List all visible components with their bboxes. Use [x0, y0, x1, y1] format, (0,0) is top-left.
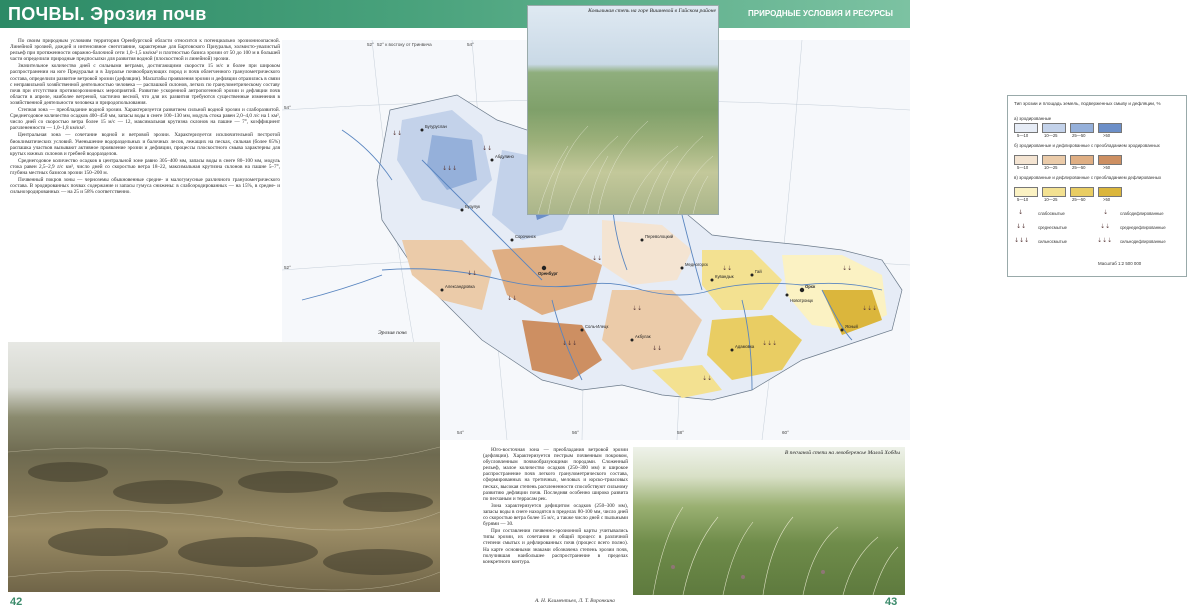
- photo-sandy-steppe: [633, 447, 905, 595]
- secondary-text-column: [483, 447, 628, 597]
- grass-strokes: [633, 447, 905, 595]
- paragraph: Зона характеризуется дефицитом осадков (250–300 мм), запасы воды в снеге находятся в пределах 80-100 мм, число дней со скоростью ветра более 15 м/с, а также число дней с пыльными бурями — 30.: [483, 502, 628, 528]
- coord-bottom: 54°: [457, 430, 464, 435]
- legend-swatch: [1070, 123, 1094, 133]
- city-label: Соль-Илецк: [585, 324, 609, 329]
- paragraph: Центральная зона — сочетание водной и ветровой эрозии. Характеризуется исключительной пестротой биоклиматических условий. Уменьшение водораздельных и балочных лесов, лежащих на песках, сильная (более 65%) распашка участков вызывают активное проявление эрозии и дефляции, процессы плоскостного смыва характерны для крутых южных склонов и гребней водоразделов.: [10, 132, 280, 157]
- range-label: 25—50: [1072, 165, 1086, 170]
- coord-left: 52°: [284, 265, 291, 270]
- city-label: Александровка: [445, 284, 475, 289]
- symbol-glyph: ↓: [1018, 209, 1024, 216]
- city-label: Сорочинск: [515, 234, 536, 239]
- erosion-texture: [8, 342, 440, 592]
- page-number-left: 42: [10, 596, 23, 608]
- map-legend: [1007, 95, 1187, 277]
- photo-caption: Ковыльная степь на горе Вишневой в Гайском районе: [588, 8, 716, 14]
- svg-text:↓↓: ↓↓: [482, 145, 493, 152]
- svg-text:↓↓: ↓↓: [467, 270, 478, 277]
- symbol-label: сильносмытые: [1038, 239, 1067, 244]
- range-label: 25—50: [1072, 133, 1086, 138]
- coord-bottom: 60°: [782, 430, 789, 435]
- coord-bottom: 56°: [572, 430, 579, 435]
- symbol-label: сильнодефлированные: [1120, 239, 1166, 244]
- city-label: Орск: [805, 284, 816, 289]
- map-scale: Масштаб 1:2 500 000: [1098, 261, 1142, 266]
- city-label: Кувандык: [715, 274, 734, 279]
- range-label: 10—25: [1044, 197, 1058, 202]
- legend-swatch: [1042, 155, 1066, 165]
- photo-caption: Эрозия почв: [378, 330, 407, 336]
- paragraph: Среднегодовое количество осадков в центральной зоне равно 305–400 мм, запасы воды в снеге 80–100 мм, модуль стока равен 2,5–2,9 л/с км², число дней со скоростью ветра 18–22, максимальная крутизна склонов на пашне 5–7°, глубина местных базисов эрозии 150–200 м.: [10, 157, 280, 176]
- symbol-glyph: ↓↓: [1016, 223, 1027, 230]
- svg-text:⇣⇣⇣: ⇣⇣⇣: [862, 305, 878, 312]
- symbol-glyph: ↓↓↓: [1014, 237, 1030, 244]
- city-label: Медногорск: [685, 262, 708, 267]
- page-title: ПОЧВЫ. Эрозия почв: [8, 4, 207, 24]
- coord-top: 54°: [467, 42, 474, 47]
- symbol-label: слабосмытые: [1038, 211, 1065, 216]
- symbol-glyph: ⇣⇣: [1100, 223, 1111, 230]
- legend-swatch: [1070, 187, 1094, 197]
- paragraph: При составлении почвенно-эрозионной карты учитывались типы эрозии, их сочетания и общий процесс в различной степени смытых и дефлированных почв (процесс всего полно). На карте основными знаками обозначена степень эрозии почв, получившая наибольшее распространение в пределах конкретного контура.: [483, 528, 628, 565]
- legend-group-c: в) эродированные и дефлированные с преобладанием дефлированных: [1014, 175, 1162, 180]
- legend-swatch: [1014, 123, 1038, 133]
- legend-title: Тип эрозии и площадь земель, подверженных смыву и дефляции, %: [1014, 101, 1161, 106]
- range-label: 25—50: [1072, 197, 1086, 202]
- coord-bottom: 58°: [677, 430, 684, 435]
- city-label: Новотроицк: [790, 298, 813, 303]
- range-label: >50: [1103, 165, 1111, 170]
- paragraph: Юго-восточная зона — преобладания ветровой эрозии (дефляции). Характеризуется пестрым почвенным покровом, обусловленным почвообразующими породами. Сложенный рельеф, малое количество осадков (250–300 мм) и широкое распространение почв легкого гранулометрического состава, сформированных на третичных, меловых и юрско-триасовых песках, высокая степень расчлененности способствуют сильному развитию дефляции почв. Последняя особенно широко развита по песчаным и террасам рек.: [483, 447, 629, 502]
- section-label: ПРИРОДНЫЕ УСЛОВИЯ И РЕСУРСЫ: [748, 9, 893, 18]
- legend-swatch: [1098, 187, 1122, 197]
- main-text-column: [10, 38, 280, 336]
- range-label: 10—25: [1044, 133, 1058, 138]
- city-label: Бузулук: [465, 204, 480, 209]
- grass-strokes: [528, 6, 718, 214]
- range-label: 5—10: [1017, 197, 1029, 202]
- legend-swatch: [1042, 187, 1066, 197]
- city-label: Переволоцкий: [645, 234, 674, 239]
- svg-text:⇣⇣: ⇣⇣: [842, 265, 853, 272]
- svg-text:⇣⇣: ⇣⇣: [632, 305, 643, 312]
- paragraph: По своим природным условиям территория Оренбургской области относится к потенциально эрозионноопасной. Линейной эрозией, дождей и интенсивное снеготаяние, характерные для Бартовского Приуралья, холмисто-увалистый рельеф при протяженности овражно-балочной сети 1,0–1,5 км/км² и плотностью базиса эрозии от 50 до 100 м в большей части определили природные предпосылки для развития водной (плоскостной и линейной) эрозии.: [10, 38, 280, 63]
- range-label: 5—10: [1017, 133, 1029, 138]
- legend-group-b: б) эродированные и дефлированные с преобладанием эродированных: [1014, 143, 1160, 148]
- range-label: 10—25: [1044, 165, 1058, 170]
- legend-swatch: [1098, 155, 1122, 165]
- paragraph: Степная зона — преобладание водной эрозии. Характеризуется развитием сильной водной эрозии и слаборазвитой. Среднегодовое количество осадков 400–450 мм, запасы воды в снеге 100–130 мм, модуль стока равен 2,0–4,0 л/с на 1 км², число дней со скоростью ветра более 15 м/с — 12, максимальная крутизна склонов на пашне — 7°, коэффициент расчлененности — 1,0–1,8 км/км².: [10, 107, 280, 132]
- svg-text:⇣⇣: ⇣⇣: [702, 375, 713, 382]
- svg-text:↓↓: ↓↓: [507, 295, 518, 302]
- photo-caption: В песчаной степи на левобережье Малой Хобды: [784, 450, 900, 456]
- coord-top: 52°: [367, 42, 374, 47]
- legend-swatch: [1014, 187, 1038, 197]
- svg-text:⇣⇣: ⇣⇣: [722, 265, 733, 272]
- legend-swatch: [1098, 123, 1122, 133]
- svg-text:↓↓↓: ↓↓↓: [562, 340, 578, 347]
- svg-text:↓↓: ↓↓: [652, 345, 663, 352]
- svg-text:⇣⇣⇣: ⇣⇣⇣: [762, 340, 778, 347]
- photo-soil-erosion: [8, 330, 440, 592]
- symbol-glyph: ⇣: [1103, 209, 1109, 216]
- svg-text:↓↓↓: ↓↓↓: [442, 165, 458, 172]
- coord-left: 54°: [284, 105, 291, 110]
- range-label: 5—10: [1017, 165, 1029, 170]
- photo-feather-grass-steppe: [527, 5, 719, 215]
- range-label: >50: [1103, 133, 1111, 138]
- svg-text:↓↓: ↓↓: [392, 130, 403, 137]
- city-label: Бугуруслан: [425, 124, 447, 129]
- symbol-label: среднесмытые: [1038, 225, 1067, 230]
- authors: А. Н. Климентьев, Л. Т. Воронкина: [535, 598, 615, 604]
- page-number-right: 43: [885, 596, 898, 608]
- city-label: Адамовка: [735, 344, 755, 349]
- city-label: Акбулак: [635, 334, 651, 339]
- svg-text:⇣⇣: ⇣⇣: [592, 255, 603, 262]
- city-label: Оренбург: [538, 271, 558, 276]
- legend-swatch: [1070, 155, 1094, 165]
- city-label: Ясный: [845, 324, 858, 329]
- range-label: >50: [1103, 197, 1111, 202]
- legend-group-a: а) эродированные: [1014, 116, 1052, 121]
- legend-swatch: [1042, 123, 1066, 133]
- paragraph: Почвенный покров зоны — черноземы обыкновенные средне- и малогумусные различного гранулометрического состава. В эродированных почвах содержание и запасы гумуса снижены: в слабоэродированных — на 15%, в средне- и сильноэродированных — на 25 и 58% соответственно.: [10, 177, 280, 196]
- paragraph: Значительное количество дней с сильными ветрами, достигающими скорости 15 м/с и более при широком распространении на юге Предуралья и в Зауралье почвообразующих пород и почв облегченного гранулометрического состава, определили развитие ветровой эрозии (дефляции). Масштабы проявления эрозии и дефляции отразились в связи с неправильной хозяйственной деятельностью человека — распашкой склонов, легких по гранулометрическому составу почв при отсутствии противоэрозионных мероприятий. Развитие ускоренной антропогенной эрозии и дефляции почв области в апреле, наиболее ветреной, частично весной, что для их развития требуются существенные изменения в хозяйственной деятельности человека и природопользования.: [10, 63, 280, 106]
- map-north-label: 52° к востоку от Гринвича: [377, 42, 432, 47]
- city-label: Абдулино: [495, 154, 514, 159]
- symbol-label: слабодефлированные: [1120, 211, 1164, 216]
- symbol-glyph: ⇣⇣⇣: [1097, 237, 1113, 244]
- legend-swatch: [1014, 155, 1038, 165]
- city-label: Гай: [755, 269, 762, 274]
- symbol-label: среднедефлированные: [1120, 225, 1166, 230]
